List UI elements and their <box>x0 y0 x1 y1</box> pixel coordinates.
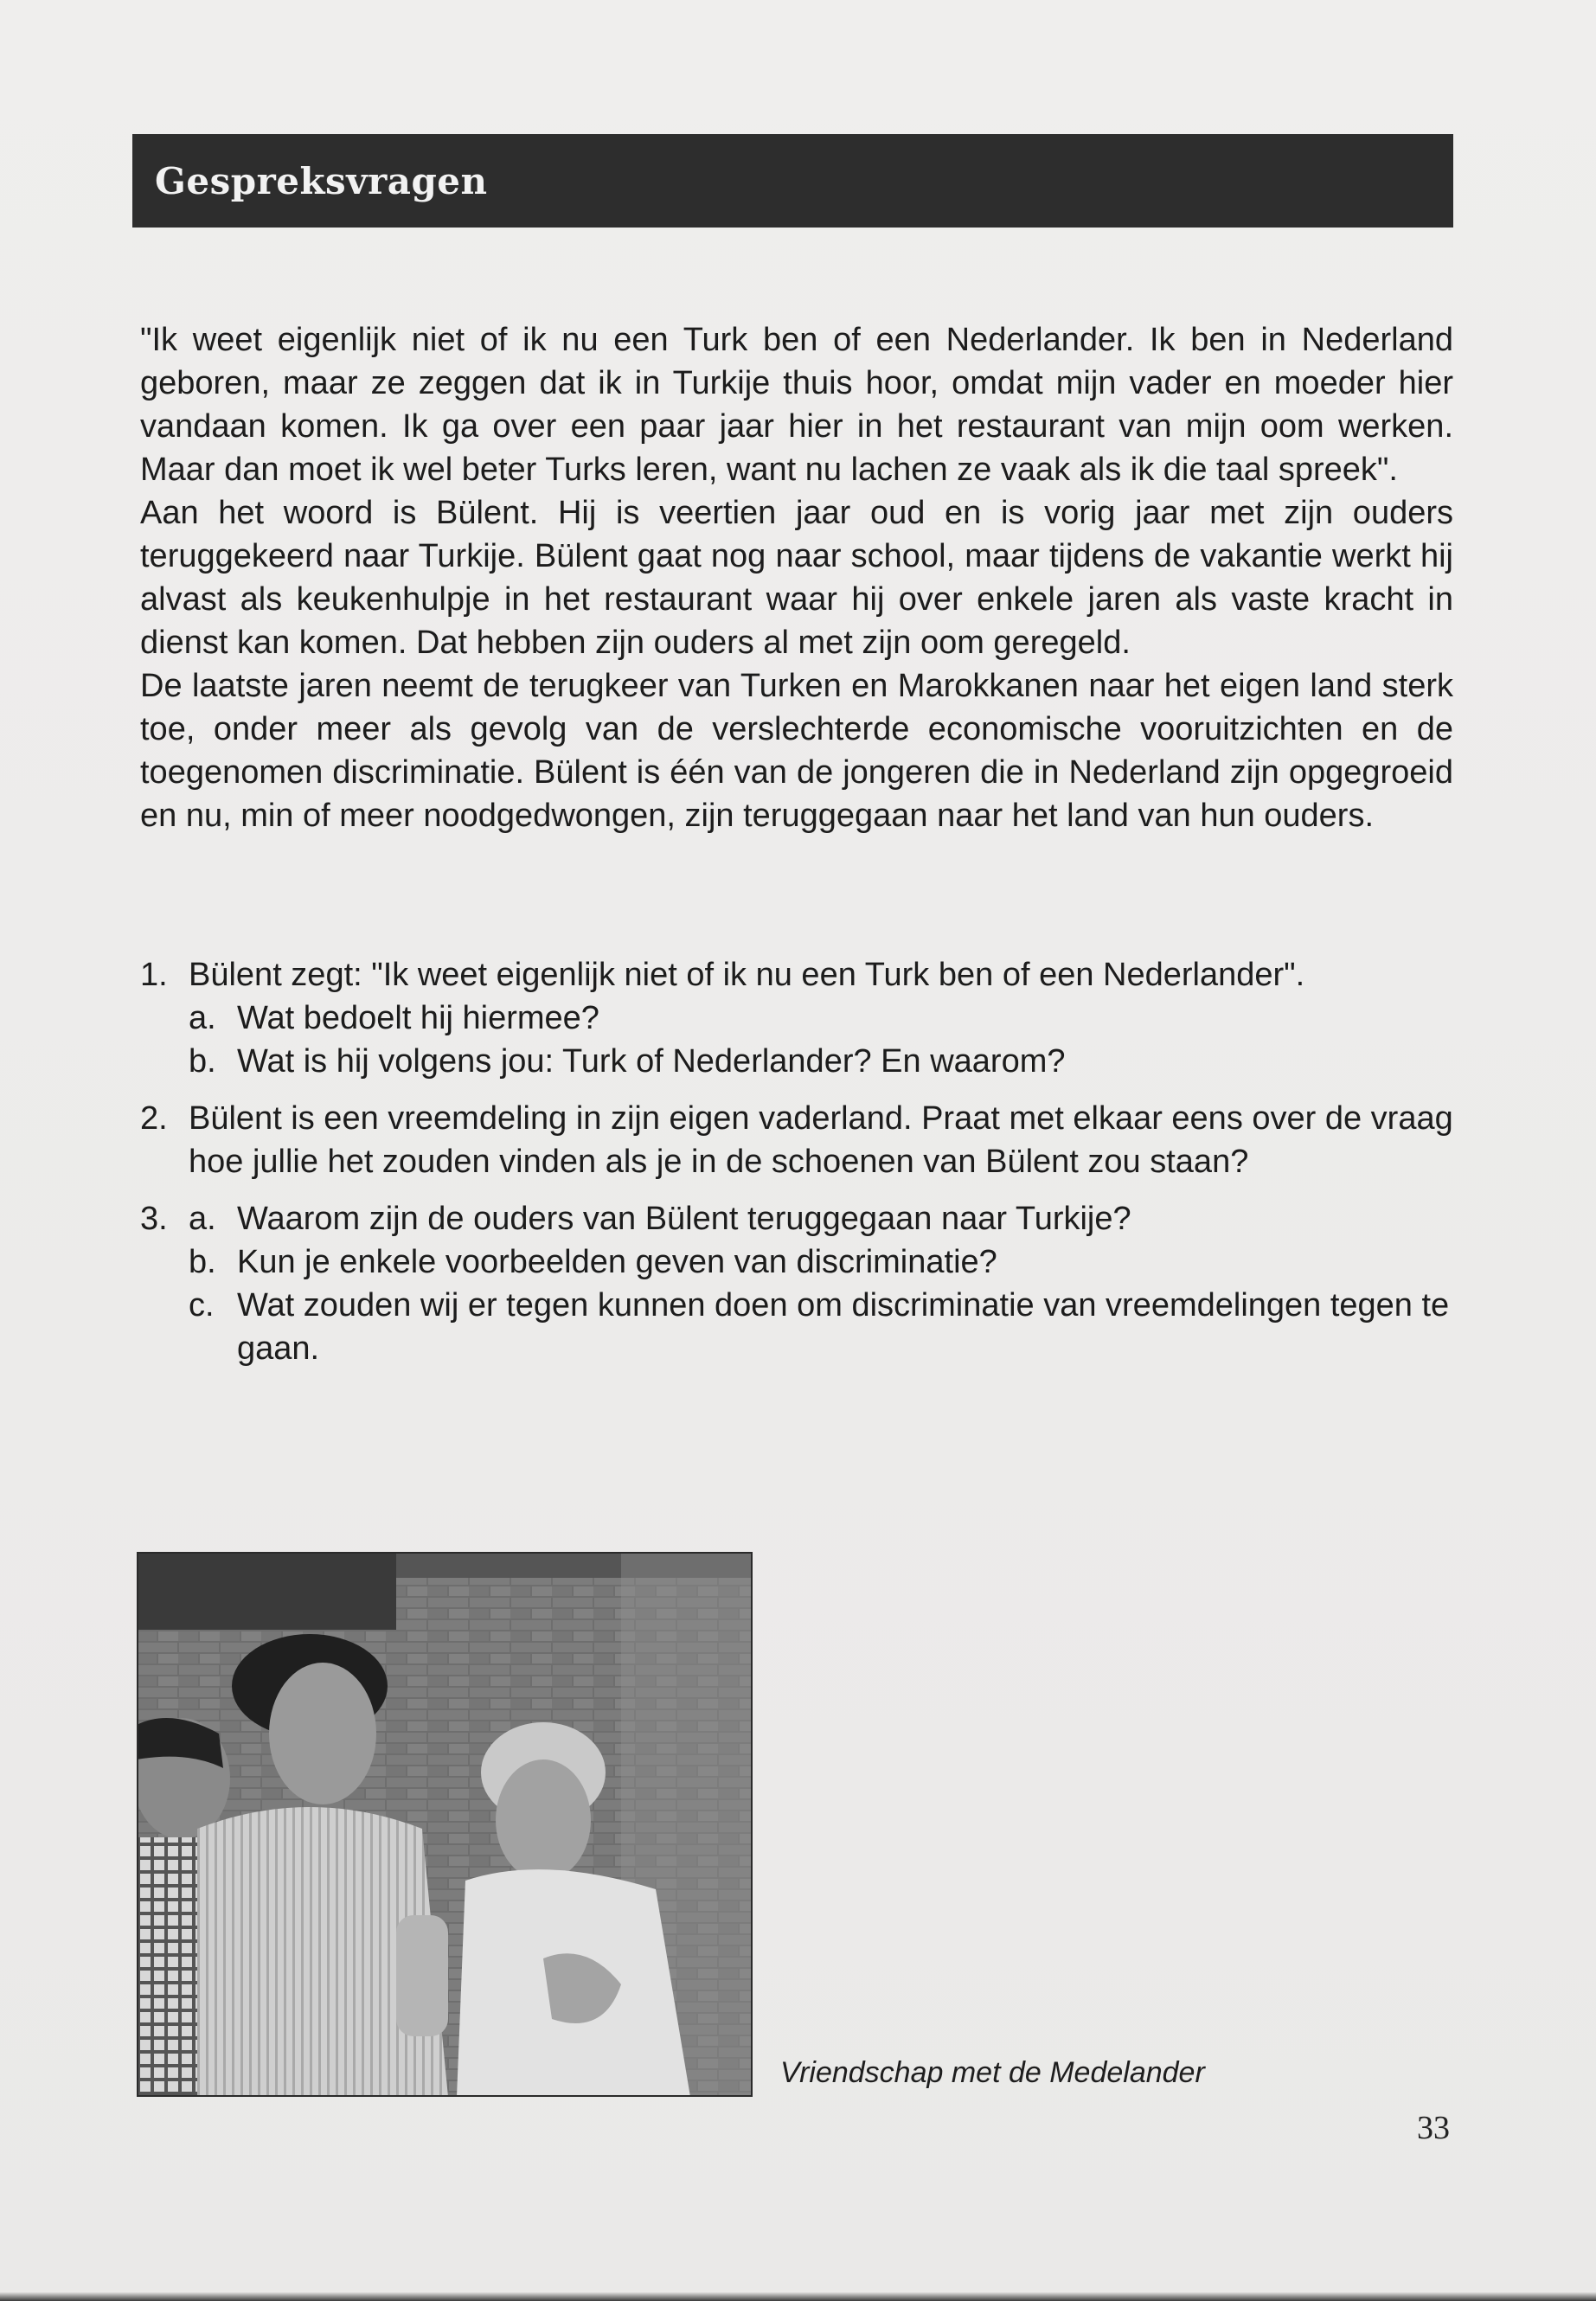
photo-caption: Vriendschap met de Medelander <box>780 2056 1205 2089</box>
question-number: 3. <box>140 1201 168 1237</box>
body-paragraph: De laatste jaren neemt de terugkeer van Turken en Marokkanen naar het eigen land sterk toe, onder meer als gevolg van de verslechterde economische vooruitzichten en de toegenomen discriminatie. Bülent is één van de jongeren die in Nederland zijn opgegroeid en nu, min of meer noodgedwongen, zijn teruggegaan naar het land van hun ouders. <box>140 668 1453 834</box>
sub-question <box>189 997 1453 1040</box>
intro-text <box>140 318 1453 837</box>
question-1 <box>140 953 1453 1083</box>
sub-question-text: Wat zouden wij er tegen kunnen doen om discriminatie van vreemdelingen tegen te gaan. <box>237 1287 1450 1367</box>
friendship-photo <box>137 1552 753 2097</box>
question-number: 1. <box>140 957 168 993</box>
sub-question-text: Wat is hij volgens jou: Turk of Nederlander? En waarom? <box>237 1043 1066 1080</box>
sub-question-letter: a. <box>189 1201 216 1237</box>
photo-illustration <box>137 1552 753 2097</box>
question-number: 2. <box>140 1100 168 1137</box>
sub-question <box>189 1240 1453 1284</box>
question-2 <box>140 1097 1453 1183</box>
sub-question-letter: b. <box>189 1043 216 1080</box>
question-3 <box>140 1197 1453 1370</box>
section-title: Gespreksvragen <box>155 159 488 202</box>
question-list <box>140 953 1453 1384</box>
page-number: 33 <box>1417 2110 1450 2146</box>
sub-question-letter: c. <box>189 1287 215 1324</box>
sub-question <box>189 1284 1453 1370</box>
sub-question-text: Wat bedoelt hij hiermee? <box>237 1000 599 1036</box>
sub-question-text: Waarom zijn de ouders van Bülent teruggegaan naar Turkije? <box>237 1201 1131 1237</box>
sub-question <box>189 1197 1453 1240</box>
sub-question-text: Kun je enkele voorbeelden geven van discriminatie? <box>237 1244 997 1280</box>
question-text: Bülent zegt: "Ik weet eigenlijk niet of ik nu een Turk ben of een Nederlander". <box>189 957 1305 993</box>
quote-paragraph: "Ik weet eigenlijk niet of ik nu een Turk ben of een Nederlander. Ik ben in Nederland geboren, maar ze zeggen dat ik in Turkije thuis hoor, omdat mijn vader en moeder hier vandaan komen. Ik ga over een paar jaar hier in het restaurant van mijn oom werken. Maar dan moet ik wel beter Turks leren, want nu lachen ze vaak als ik die taal spreek". <box>140 322 1453 488</box>
sub-question-letter: a. <box>189 1000 216 1036</box>
section-header <box>132 134 1453 228</box>
page-edge-shadow <box>0 2292 1596 2301</box>
question-text: Bülent is een vreemdeling in zijn eigen vaderland. Praat met elkaar eens over de vraag hoe jullie het zouden vinden als je in de schoenen van Bülent zou staan? <box>189 1100 1453 1180</box>
sub-question <box>189 1040 1453 1083</box>
body-paragraph: Aan het woord is Bülent. Hij is veertien jaar oud en is vorig jaar met zijn ouders teruggekeerd naar Turkije. Bülent gaat nog naar school, maar tijdens de vakantie werkt hij alvast als keukenhulpje in het restaurant waar hij over enkele jaren als vaste kracht in dienst kan komen. Dat hebben zijn ouders al met zijn oom geregeld. <box>140 495 1453 661</box>
sub-question-letter: b. <box>189 1244 216 1280</box>
